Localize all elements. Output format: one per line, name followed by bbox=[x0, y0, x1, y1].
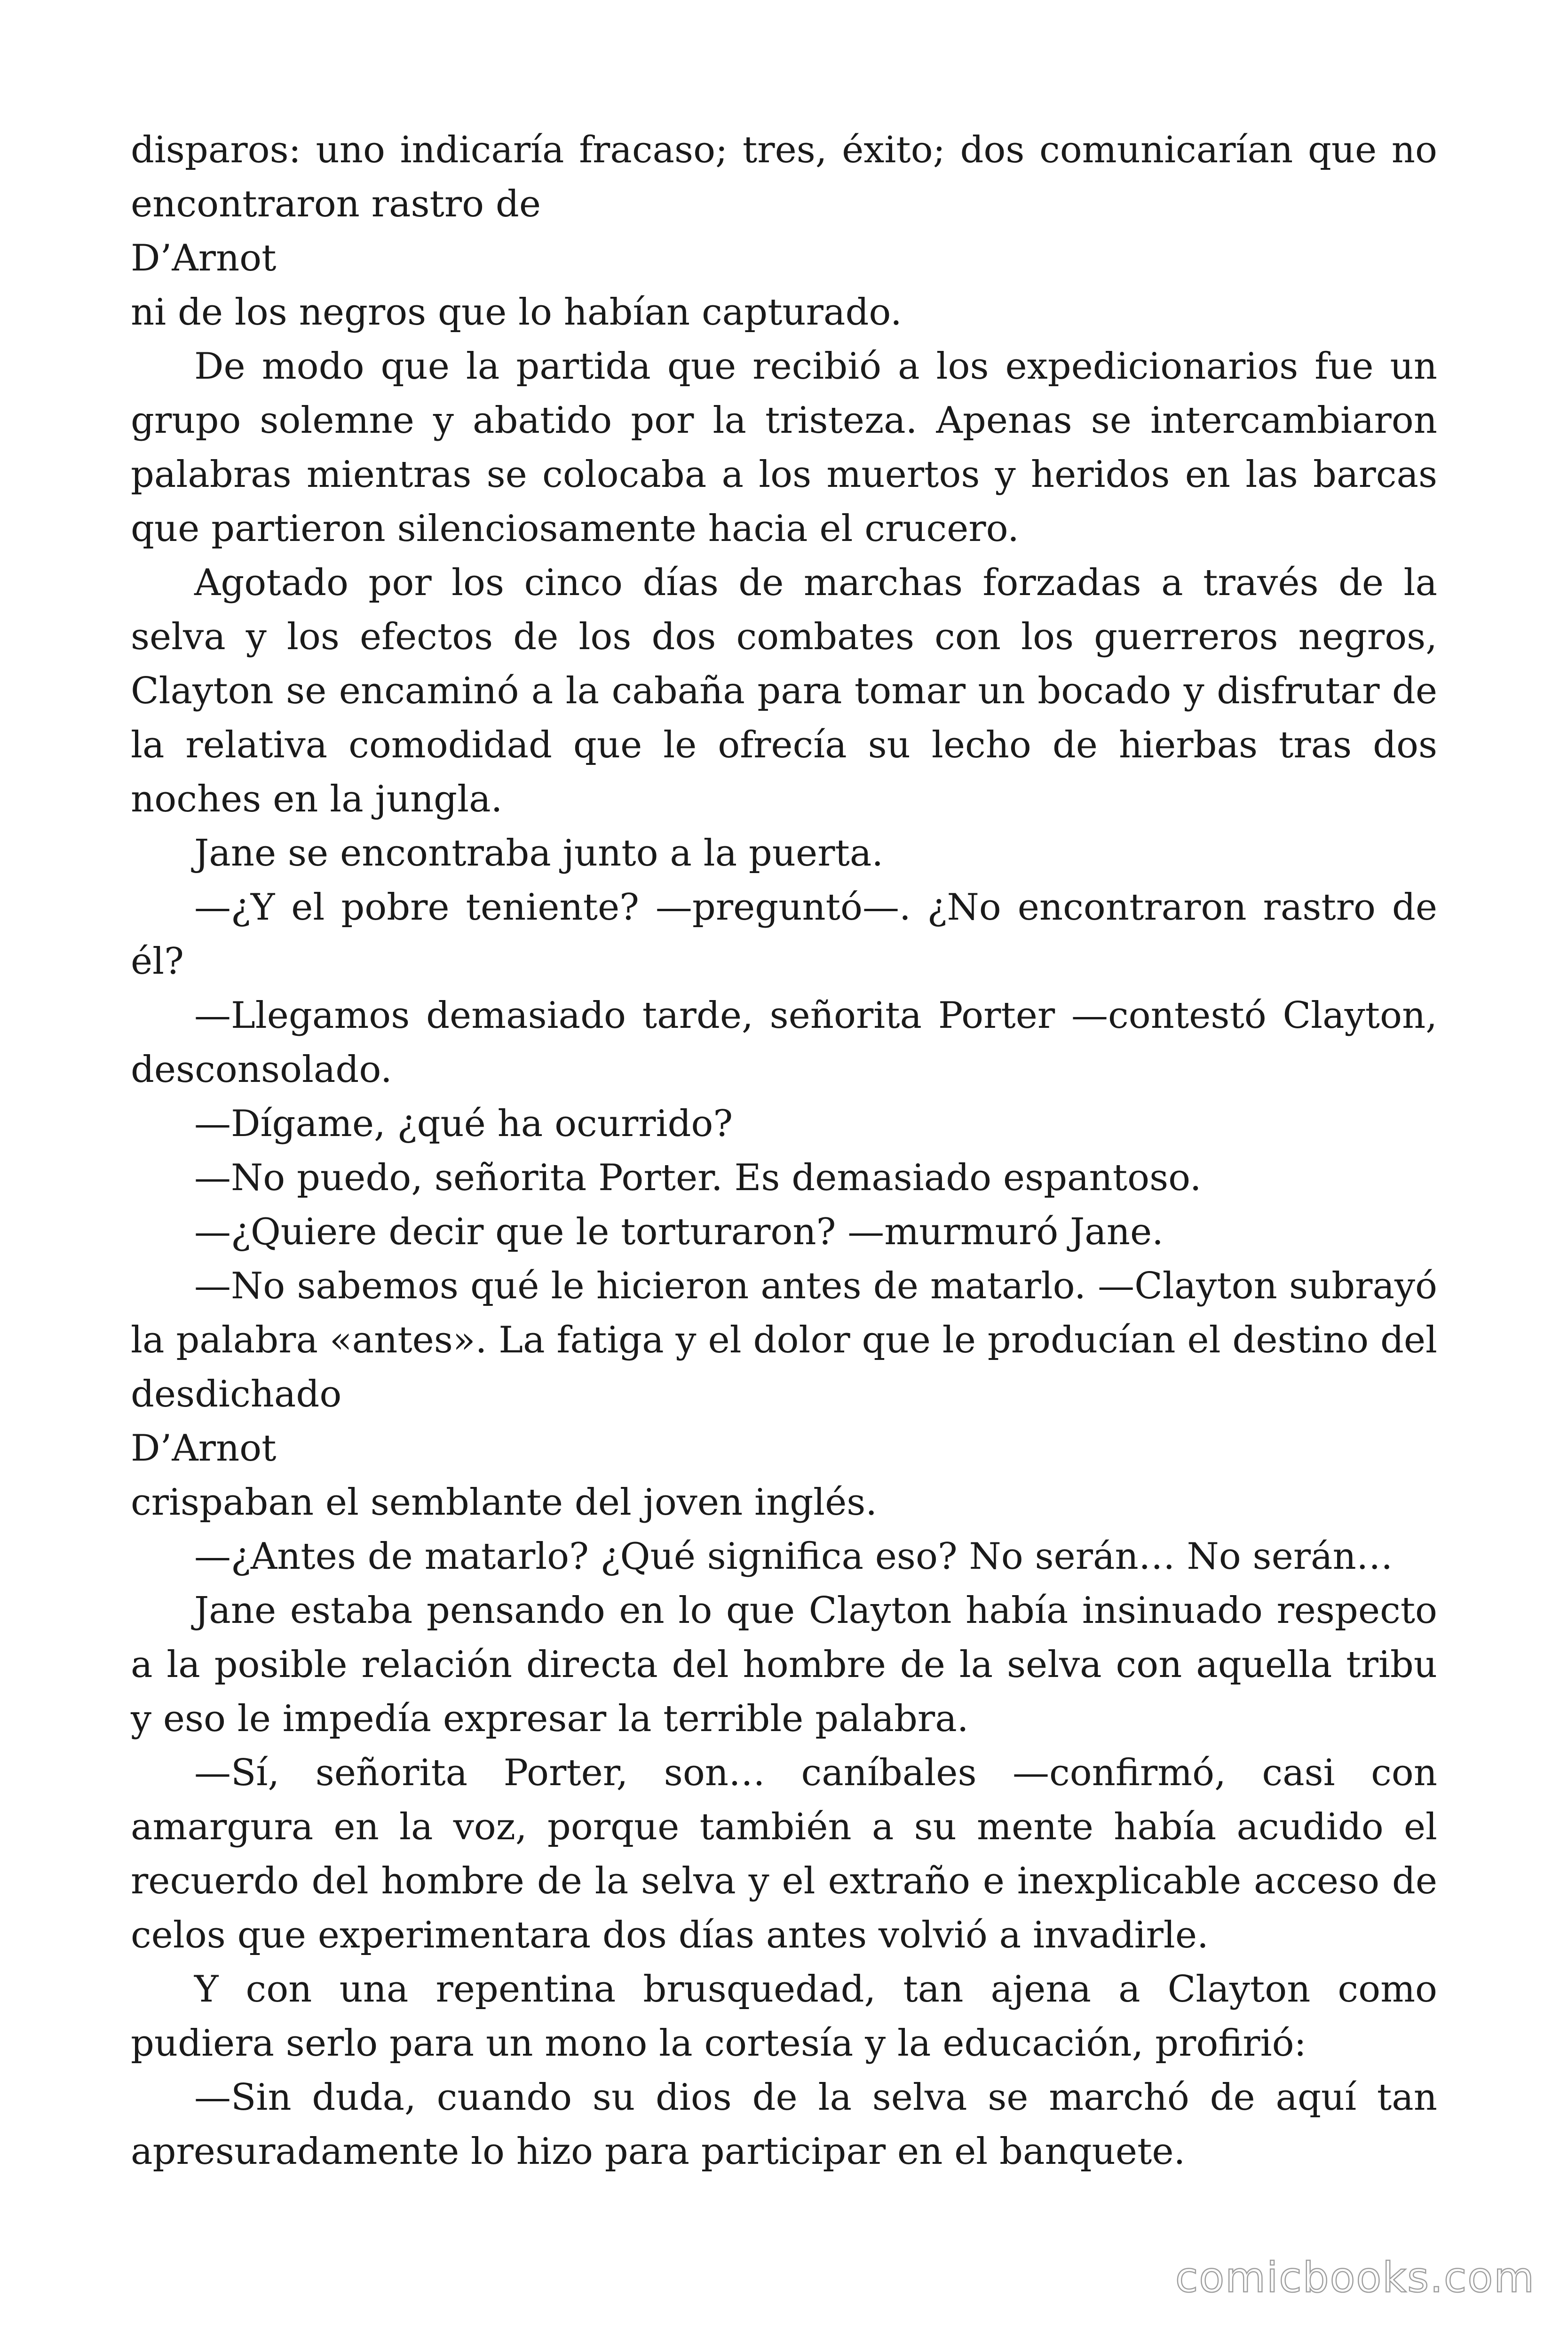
paragraph: crispaban el semblante del joven inglés. bbox=[131, 1481, 878, 1524]
paragraph: Y con una repentina brusquedad, tan ajena a Clayton como pudiera serlo para un mono la cortesía y la educación, profirió: bbox=[131, 1968, 1437, 2065]
paragraph: —¿Y el pobre teniente? —preguntó—. ¿No encontraron rastro de él? bbox=[131, 886, 1437, 983]
paragraph: De modo que la partida que recibió a los expedicionarios fue un grupo solemne y abatido por la tristeza. Apenas se intercambiaron palabras mientras se colocaba a los muertos y heridos en las barcas que partieron silenciosamente hacia el crucero. bbox=[131, 345, 1437, 550]
paragraph: —¿Quiere decir que le torturaron? —murmuró Jane. bbox=[194, 1211, 1164, 1253]
paragraph: ni de los negros que lo habían capturado. bbox=[131, 291, 902, 334]
paragraph: D’Arnot bbox=[131, 237, 277, 279]
paragraph: —No puedo, señorita Porter. Es demasiado espantoso. bbox=[194, 1157, 1202, 1199]
watermark: comicbooks.com bbox=[1175, 2253, 1535, 2302]
body-text bbox=[131, 123, 1437, 2179]
paragraph: Agotado por los cinco días de marchas forzadas a través de la selva y los efectos de los dos combates con los guerreros negros, Clayton se encaminó a la cabaña para tomar un bocado y disfrutar de la relativa comodidad que le ofrecía su lecho de hierbas tras dos noches en la jungla. bbox=[131, 562, 1437, 820]
paragraph: disparos: uno indicaría fracaso; tres, éxito; dos comunicarían que no encontraron rastro de bbox=[131, 129, 1437, 225]
paragraph: D’Arnot bbox=[131, 1427, 277, 1470]
paragraph: Jane estaba pensando en lo que Clayton había insinuado respecto a la posible relación directa del hombre de la selva con aquella tribu y eso le impedía expresar la terrible palabra. bbox=[131, 1589, 1437, 1740]
paragraph: —Sin duda, cuando su dios de la selva se marchó de aquí tan apresuradamente lo hizo para participar en el banquete. bbox=[131, 2076, 1437, 2173]
paragraph: —Dígame, ¿qué ha ocurrido? bbox=[194, 1103, 733, 1145]
paragraph: Jane se encontraba junto a la puerta. bbox=[194, 832, 884, 874]
paragraph: —Llegamos demasiado tarde, señorita Porter —contestó Clayton, desconsolado. bbox=[131, 994, 1437, 1091]
paragraph: —Sí, señorita Porter, son… caníbales —confirmó, casi con amargura en la voz, porque también a su mente había acudido el recuerdo del hombre de la selva y el extraño e inexplicable acceso de celos que experimentara dos días antes volvió a invadirle. bbox=[131, 1752, 1437, 1956]
paragraph: —¿Antes de matarlo? ¿Qué significa eso? No serán… No serán… bbox=[194, 1535, 1393, 1578]
paragraph: —No sabemos qué le hicieron antes de matarlo. —Clayton subrayó la palabra «antes». La fatiga y el dolor que le producían el destino del desdichado bbox=[131, 1265, 1437, 1415]
